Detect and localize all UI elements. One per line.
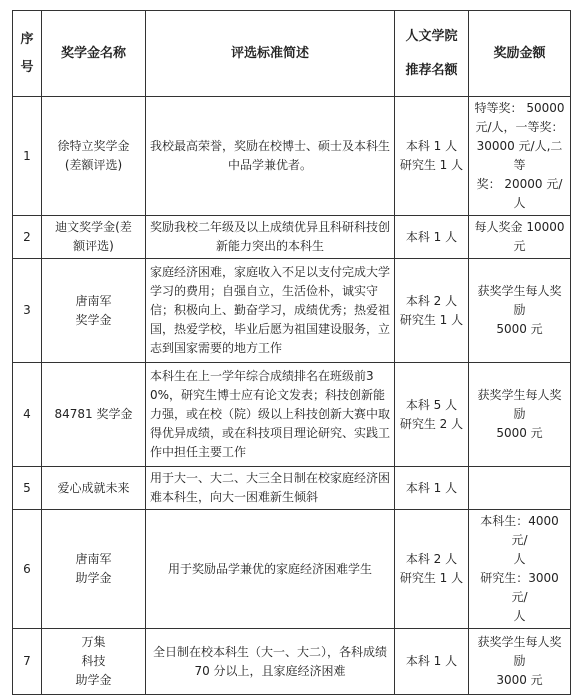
- quota-line: 研究生 1 人: [399, 158, 464, 172]
- criteria-text: 奖励我校二年级及以上成绩优异且科研科技创新能力突出的本科生: [146, 216, 395, 259]
- header-quota-line: 人文学院: [405, 28, 458, 44]
- recommend-quota: [395, 629, 469, 695]
- criteria-text: 全日制在校本科生（大一、大二），各科成绩 70 分以上，且家庭经济困难: [146, 629, 395, 695]
- amount-line: 30000 元/人,二等: [476, 139, 563, 172]
- amount-line: 获奖学生每人奖励: [477, 635, 562, 668]
- name-line: 84781 奖学金: [54, 407, 133, 421]
- amount-line: 3000 元: [496, 673, 543, 687]
- name-line: 奖学金: [75, 312, 112, 327]
- scholarship-name: [42, 467, 146, 510]
- scholarship-table: [12, 10, 571, 695]
- name-line: 唐南军: [75, 552, 112, 566]
- amount-line: 获奖学生每人奖励: [477, 388, 562, 421]
- recommend-quota: [395, 216, 469, 259]
- name-line: 唐南军: [75, 293, 112, 308]
- quota-line: 本科 2 人: [405, 293, 458, 308]
- name-line: 迪文奖学金(差: [55, 220, 132, 234]
- recommend-quota: [395, 259, 469, 363]
- criteria-text: 我校最高荣誉，奖励在校博士、硕士及本科生中品学兼优者。: [146, 97, 395, 216]
- quota-line: 研究生 1 人: [399, 312, 464, 327]
- row-number: 3: [13, 259, 42, 363]
- quota-line: 研究生 2 人: [399, 416, 464, 431]
- row-number: 5: [13, 467, 42, 510]
- header-seq: [13, 11, 42, 97]
- header-quota: [395, 11, 469, 97]
- award-amount: [469, 259, 571, 363]
- amount-line: 元/人，一等奖：: [475, 120, 564, 134]
- table-row: [13, 629, 571, 695]
- quota-line: 本科 2 人: [405, 552, 458, 566]
- header-seq-line: 号: [20, 59, 34, 75]
- award-amount: [469, 97, 571, 216]
- table-body: [13, 97, 571, 695]
- amount-line: 每人奖金 10000 元: [474, 220, 565, 253]
- name-line: 万集: [81, 635, 106, 649]
- amount-line: 特等奖： 50000: [474, 101, 565, 115]
- amount-line: 本科生：4000 元/: [480, 514, 559, 547]
- award-amount: [469, 216, 571, 259]
- scholarship-name: [42, 97, 146, 216]
- name-line: (差额评选): [64, 158, 123, 172]
- amount-line: 5000 元: [496, 426, 543, 440]
- header-name: 奖学金名称: [42, 11, 146, 97]
- quota-line: 本科 1 人: [405, 480, 458, 495]
- name-line: 助学金: [75, 571, 112, 585]
- award-amount: [469, 467, 571, 510]
- name-line: 额评选): [73, 239, 114, 253]
- recommend-quota: [395, 97, 469, 216]
- quota-line: 本科 1 人: [405, 229, 458, 244]
- table-row: [13, 467, 571, 510]
- header-row: [13, 11, 571, 97]
- amount-line: 人: [513, 552, 526, 566]
- row-number: 1: [13, 97, 42, 216]
- award-amount: [469, 363, 571, 467]
- name-line: 科技: [81, 654, 106, 668]
- header-quota-line: 推荐名额: [405, 62, 458, 78]
- award-amount: [469, 629, 571, 695]
- quota-line: 本科 1 人: [405, 654, 458, 668]
- name-line: 助学金: [75, 673, 112, 687]
- scholarship-name: [42, 629, 146, 695]
- table-row: [13, 363, 571, 467]
- quota-line: 研究生 1 人: [399, 571, 464, 585]
- header-criteria: 评选标准简述: [146, 11, 395, 97]
- amount-line: 5000 元: [496, 322, 543, 336]
- amount-line: 人: [513, 609, 526, 623]
- scholarship-name: [42, 510, 146, 629]
- recommend-quota: [395, 467, 469, 510]
- table-row: [13, 216, 571, 259]
- quota-line: 本科 5 人: [405, 397, 458, 412]
- header-seq-line: 序: [20, 31, 34, 47]
- criteria-text: 本科生在上一学年综合成绩排名在班级前30%，研究生博士应有论文发表；科技创新能力强，或在校（院）级以上科技创新大赛中取得优异成绩，或在科技项目理论研究、实践工作中担任主要工作: [146, 363, 395, 467]
- name-line: 徐特立奖学金: [57, 139, 130, 153]
- table-row: [13, 510, 571, 629]
- amount-line: 获奖学生每人奖励: [477, 284, 562, 317]
- row-number: 2: [13, 216, 42, 259]
- amount-line: 奖： 20000 元/人: [476, 177, 563, 210]
- row-number: 6: [13, 510, 42, 629]
- criteria-text: 家庭经济困难，家庭收入不足以支付完成大学学习的费用；自强自立，生活俭朴，诚实守信；积极向上、勤奋学习，成绩优秀；热爱祖国，热爱学校，毕业后愿为祖国建设服务，立志到国家需要的地方工作: [146, 259, 395, 363]
- recommend-quota: [395, 363, 469, 467]
- scholarship-name: [42, 259, 146, 363]
- scholarship-name: [42, 216, 146, 259]
- award-amount: [469, 510, 571, 629]
- row-number: 7: [13, 629, 42, 695]
- quota-line: 本科 1 人: [405, 139, 458, 153]
- criteria-text: 用于奖励品学兼优的家庭经济困难学生: [146, 510, 395, 629]
- name-line: 爱心成就未来: [57, 480, 130, 495]
- criteria-text: 用于大一、大二、大三全日制在校家庭经济困难本科生，向大一困难新生倾斜: [146, 467, 395, 510]
- header-amount: 奖励金额: [469, 11, 571, 97]
- amount-line: 研究生：3000 元/: [480, 571, 559, 604]
- row-number: 4: [13, 363, 42, 467]
- scholarship-name: [42, 363, 146, 467]
- recommend-quota: [395, 510, 469, 629]
- table-row: [13, 97, 571, 216]
- table-row: [13, 259, 571, 363]
